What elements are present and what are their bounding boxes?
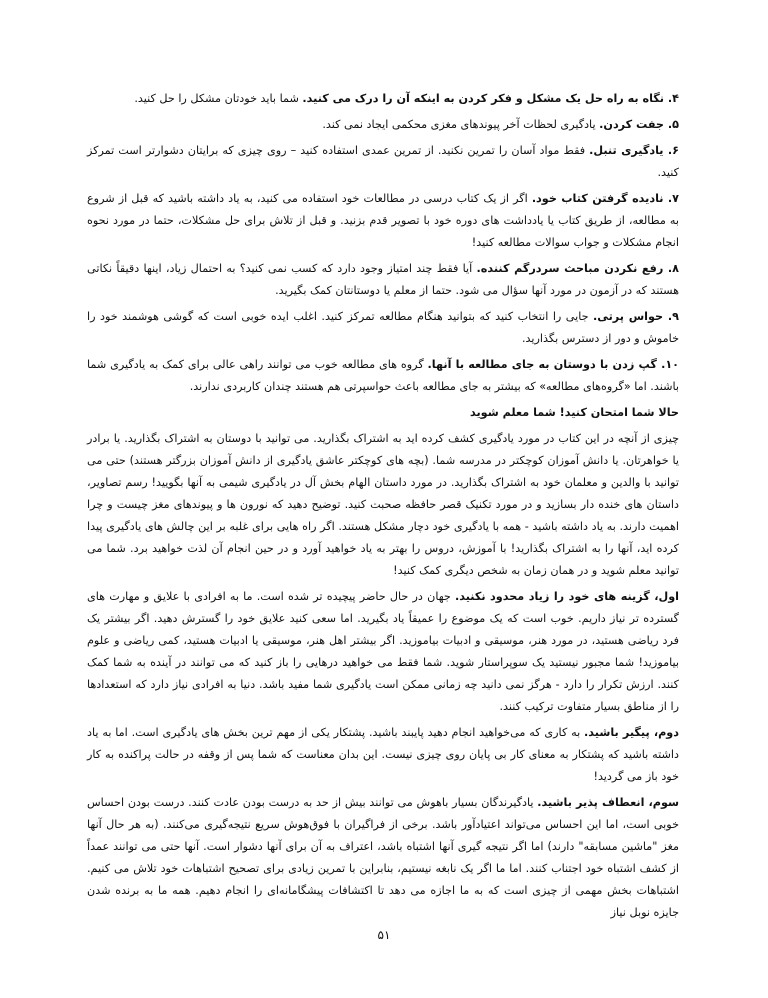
list-item bbox=[87, 140, 679, 184]
list-item bbox=[87, 306, 679, 350]
list-item bbox=[87, 114, 679, 136]
paragraph-text: یادگیرندگان بسیار باهوش می توانند بیش از حد به درست بودن عادت کنند. درست بودن احساس خوبی است، اما این احساس می‌تواند اعتیادآور باشد. برخی از فراگیران با فوق‌هوش سریع نتیجه‌گیری می‌کنند. (به هر حال آنها مغز "ماشین مسابقه" دارند) اما اگر نتیجه گیری آنها اشتباه باشد، اعتراف به آن برای آنها دشوار است. آنها حتی می توانند عمداً از کشف اشتباه خود اجتناب کنند. اما ما اگر یک نابغه نیستیم، بنابراین با تمرین زیادی برای تصحیح اشتباهات خود تلاش می کنیم. اشتباهات بخش مهمی از چیزی است که به ما اجازه می دهد تا اکتشافات پیشگامانه‌ای را انجام دهیم. همه ما به برنده شدن جایزه نوبل نیاز bbox=[87, 796, 679, 919]
page-number: ۵۱ bbox=[377, 928, 391, 942]
item-text: اگر از یک کتاب درسی در مطالعات خود استفاده می کنید، به یاد داشته باشید که قبل از شروع به مطالعه، از طریق کتاب یا یادداشت های دوره خود با تصویر قدم بزنید. و قبل از تلاش برای حل مشکلات، حتما در مورد نحوه انجام مشکلات و جواب سوالات مطالعه کنید! bbox=[87, 192, 679, 249]
list-item bbox=[87, 354, 679, 398]
item-text: فقط مواد آسان را تمرین نکنید. از تمرین عمدی استفاده کنید – روی چیزی که برایتان دشوارتر است تمرکز کنید. bbox=[87, 144, 679, 179]
paragraph-lead: اول، گزینه های خود را زیاد محدود نکنید. bbox=[454, 590, 679, 603]
paragraph-text: به کاری که می‌خواهید انجام دهید پایبند باشید. پشتکار یکی از مهم ترین بخش های یادگیری است. اما به یاد داشته باشید که پشتکار به معنای کار بی پایان روی چیزی نیست. این بدان معناست که شما پس از وقفه در حالت پراکنده به کار خود باز می گردید! bbox=[87, 726, 679, 783]
list-item bbox=[87, 188, 679, 254]
paragraph bbox=[87, 586, 679, 718]
list-item bbox=[87, 258, 679, 302]
paragraph-text: جهان در حال حاضر پیچیده تر شده است. ما به افرادی با علایق و مهارت های گسترده تر نیاز داریم. خوب است که یک موضوع را عمیقاً یاد بگیرید. اما سعی کنید علایق خود را گسترش دهید. اگر بیشتر یک فرد ریاضی هستید، در مورد هنر، موسیقی و ادبیات بیاموزید. اگر بیشتر اهل هنر، موسیقی یا ادبیات هستید، کمی ریاضی و علوم بیاموزید! شما مجبور نیستید یک سوپراستار شوید. شما فقط می خواهید درهایی را باز کنید که می توانند در آینده به شما کمک کنند. ارزش تکرار را دارد - هرگز نمی دانید چه زمانی ممکن است یادگیری شما مفید باشد. دنیا به افرادی نیاز دارد که استعدادها را از مناطق بسیار متفاوت ترکیب کنند. bbox=[87, 590, 679, 713]
paragraph bbox=[87, 722, 679, 788]
item-lead: ۹. حواس پرتی. bbox=[593, 310, 679, 323]
page-body bbox=[87, 88, 679, 928]
item-lead: ۵. جفت کردن. bbox=[599, 118, 679, 131]
item-lead: ۶. یادگیری تنبل. bbox=[589, 144, 679, 157]
item-lead: ۸. رفع نکردن مباحث سردرگم کننده. bbox=[476, 262, 679, 275]
item-text: یادگیری لحظات آخر پیوندهای مغزی محکمی ایجاد نمی کند. bbox=[322, 118, 600, 131]
paragraph-text: چیزی از آنچه در این کتاب در مورد یادگیری کشف کرده اید به اشتراک بگذارید. می توانید با دوستان به اشتراک بگذارید. یا برادر یا خواهرتان. یا دانش آموزان کوچکتر در مدرسه شما. (بچه های کوچکتر عاشق یادگیری از دانش آموزان بزرگتر هستند) حتی می توانید با والدین و معلمان خود به اشتراک بگذارید. در مورد داستان الهام بخش آل در یادگیری شیمی به آنها بگویید! رسم تصاویر، داستان های خنده دار بسازید و در مورد تکنیک قصر حافظه صحبت کنید. توضیح دهید که نورون ها و پیوندهای مغز چیست و چرا اهمیت دارند. به یاد داشته باشید - همه با یادگیری خود دچار مشکل هستند. اگر راه هایی برای غلبه بر این چالش های یادگیری پیدا کرده اید، آنها را به اشتراک بگذارید! با آموزش، دروس را بهتر به یاد خواهید آورد و در حین انجام آن لذت خواهید برد. شما می توانید معلم شوید و در همان زمان به شخص دیگری کمک کنید! bbox=[87, 432, 679, 577]
item-lead: ۷. نادیده گرفتن کتاب خود. bbox=[531, 192, 680, 205]
list-item bbox=[87, 88, 679, 110]
paragraph-lead: دوم، پیگیر باشید. bbox=[584, 726, 680, 739]
paragraph bbox=[87, 428, 679, 582]
paragraph bbox=[87, 792, 679, 924]
paragraph-lead: سوم، انعطاف پذیر باشید. bbox=[537, 796, 679, 809]
item-text: گروه های مطالعه خوب می توانند راهی عالی برای کمک به یادگیری شما باشند. اما «گروه‌های مطالعه» که بیشتر به جای مطالعه باعث حواسپرتی هم هستند چندان کاربردی ندارند. bbox=[87, 358, 679, 393]
item-text: جایی را انتخاب کنید که بتوانید هنگام مطالعه تمرکز کنید. اغلب ایده خوبی است که گوشی هوشمند خود را خاموش و دور از دسترس بگذارید. bbox=[87, 310, 679, 345]
item-text: شما باید خودتان مشکل را حل کنید. bbox=[134, 92, 303, 105]
item-lead: ۱۰. گپ زدن با دوستان به جای مطالعه با آنها. bbox=[427, 358, 679, 371]
section-heading: حالا شما امتحان کنید! شما معلم شوید bbox=[470, 406, 679, 419]
item-text: آیا فقط چند امتیاز وجود دارد که کسب نمی کنید؟ به احتمال زیاد، اینها دقیقاً نکاتی هستند که در آزمون در مورد آنها سؤال می شود. حتما از معلم یا دوستانتان کمک بگیرید. bbox=[87, 262, 679, 297]
item-lead: ۴. نگاه به راه حل یک مشکل و فکر کردن به اینکه آن را درک می کنید. bbox=[302, 92, 679, 105]
